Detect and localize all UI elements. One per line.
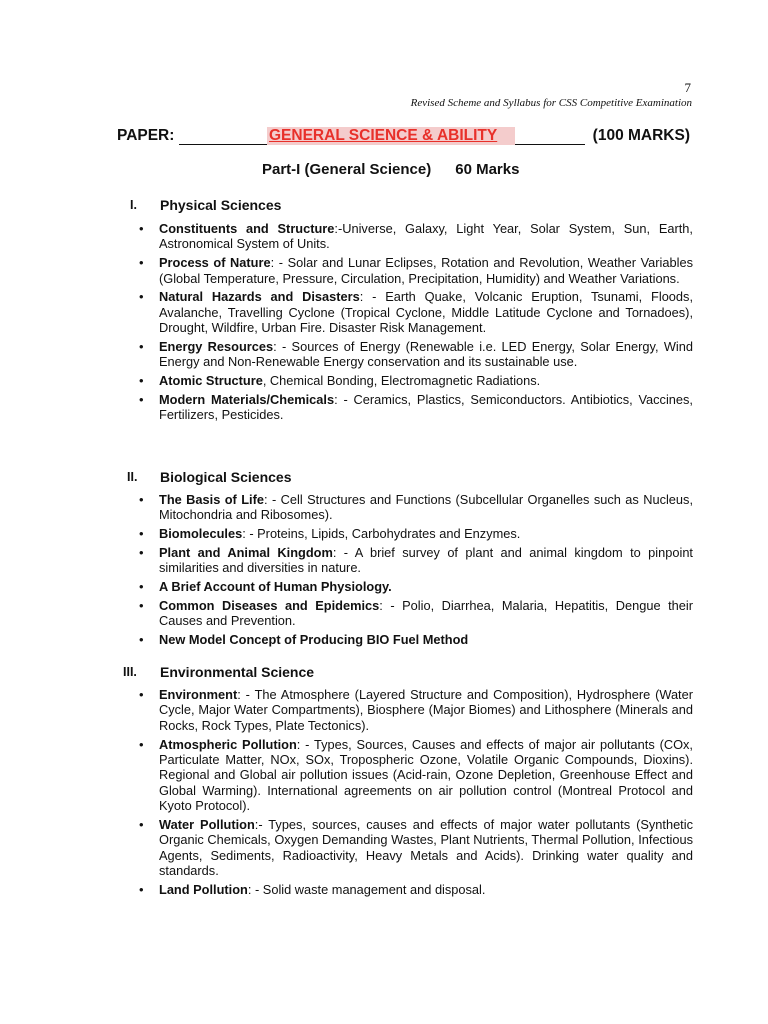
list-item: • Atmospheric Pollution: - Types, Sources, Causes and effects of major air pollutants (COx, Particulate Matter, NOx, SOx, Tropospheric Ozone, Volatile Organic Compounds, Dioxins). Regional and Global air pollution issues (Acid-rain, Ozone Depletion, Greenhouse Effect and Global Warming). International agreements on air pollution control (Montreal Protocol and Kyoto Protocol). [159,737,693,814]
paper-marks: (100 MARKS) [592,127,690,144]
list-item: • New Model Concept of Producing BIO Fuel Method [159,632,693,647]
list-item: • Plant and Animal Kingdom: - A brief survey of plant and animal kingdom to pinpoint similarities and diversities in nature. [159,545,693,576]
paper-heading [117,127,690,147]
paper-title: GENERAL SCIENCE & ABILITY [267,127,515,145]
section-item-list [159,221,693,426]
paper-label: PAPER: [117,127,175,144]
section-item-list [159,492,693,651]
list-item: • Natural Hazards and Disasters: - Earth Quake, Volcanic Eruption, Tsunami, Floods, Avalanche, Travelling Cyclone (Tropical Cyclone, Middle Latitude Cyclone and Tornadoes), Drought, Wildfire, Urban Fire. Disaster Risk Management. [159,289,693,335]
list-item: • Constituents and Structure:-Universe, Galaxy, Light Year, Solar System, Sun, Earth, Astronomical System of Units. [159,221,693,252]
list-item: • A Brief Account of Human Physiology. [159,579,693,594]
list-item: • Modern Materials/Chemicals: - Ceramics, Plastics, Semiconductors. Antibiotics, Vaccines, Fertilizers, Pesticides. [159,392,693,423]
list-item: • Water Pollution:- Types, sources, causes and effects of major water pollutants (Synthetic Organic Chemicals, Oxygen Demanding Wastes, Plant Nutrients, Thermal Pollution, Infectious Agents, Sediments, Radioactivity, Heavy Metals and Acids). Drinking water quality and standards. [159,817,693,879]
list-item: • Atomic Structure, Chemical Bonding, Electromagnetic Radiations. [159,373,693,388]
part-title: Part-I (General Science) [262,161,432,178]
section-item-list [159,687,693,901]
underline-spacer [515,144,585,145]
section-title: Physical Sciences [160,197,282,213]
section-number: I. [130,198,137,212]
section-number: III. [123,665,137,679]
list-item: • Biomolecules: - Proteins, Lipids, Carbohydrates and Enzymes. [159,526,693,541]
page-number: 7 [684,80,691,95]
list-item: • Environment: - The Atmosphere (Layered Structure and Composition), Hydrosphere (Water Cycle, Major Water Compartments), Biosphere (Major Biomes) and Lithosphere (Minerals and Rocks, Rock Types, Plate Tectonics). [159,687,693,733]
list-item: • Energy Resources: - Sources of Energy (Renewable i.e. LED Energy, Solar Energy, Wind Energy and Non-Renewable Energy conservation and its sustainable use. [159,339,693,370]
part-marks: 60 Marks [455,161,520,178]
section-number: II. [127,470,138,484]
list-item: • Land Pollution: - Solid waste management and disposal. [159,882,693,897]
running-header: Revised Scheme and Syllabus for CSS Competitive Examination [410,97,692,109]
list-item: • The Basis of Life: - Cell Structures and Functions (Subcellular Organelles such as Nucleus, Mitochondria and Ribosomes). [159,492,693,523]
section-title: Biological Sciences [160,469,292,485]
list-item: • Common Diseases and Epidemics: - Polio, Diarrhea, Malaria, Hepatitis, Dengue their Causes and Prevention. [159,598,693,629]
section-title: Environmental Science [160,664,315,680]
part-heading [262,161,519,178]
list-item: • Process of Nature: - Solar and Lunar Eclipses, Rotation and Revolution, Weather Variables (Global Temperature, Pressure, Circulation, Precipitation, Humidity) and Weather Variations. [159,255,693,286]
underline-spacer [179,144,267,145]
